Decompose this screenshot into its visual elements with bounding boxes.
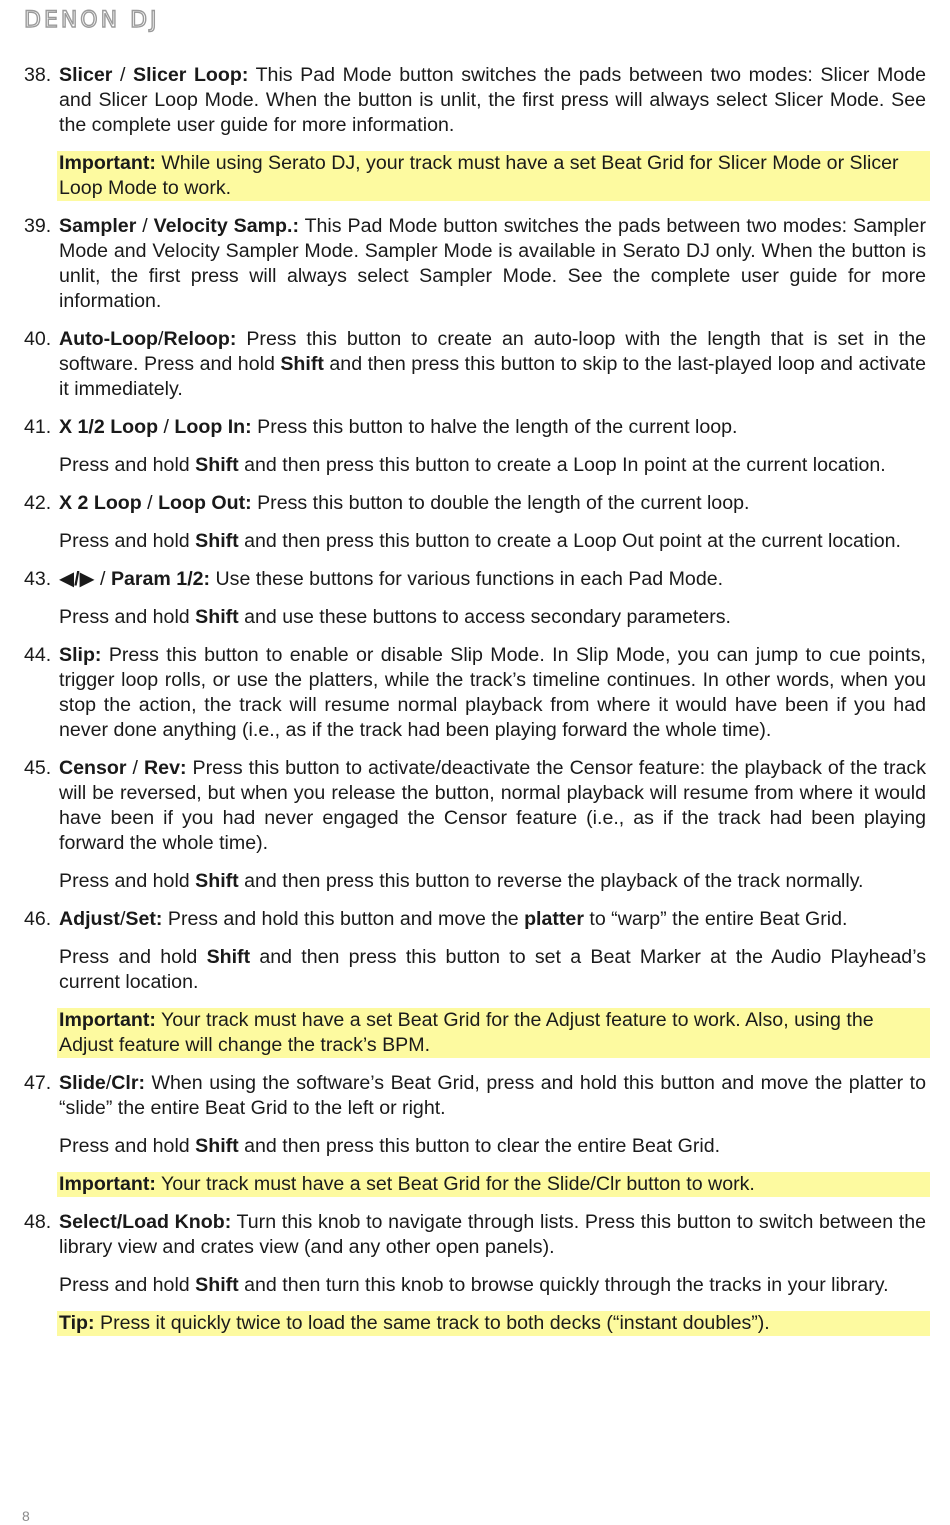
item-body xyxy=(59,1071,926,1197)
item-number: 41. xyxy=(24,416,52,438)
manual-content xyxy=(24,63,926,1349)
text-run: Press it quickly twice to load the same track to both decks (“instant doubles”). xyxy=(94,1312,770,1334)
paragraph xyxy=(59,605,926,630)
bold-term: X 2 Loop xyxy=(59,492,142,514)
item-body xyxy=(59,1210,926,1336)
text-run: / xyxy=(158,328,164,350)
bold-term: Important: xyxy=(59,152,156,174)
page-number: 8 xyxy=(22,1508,30,1524)
paragraph xyxy=(59,453,926,478)
paragraph xyxy=(59,214,926,314)
bold-term: Slip: xyxy=(59,644,102,666)
item-body xyxy=(59,491,926,554)
paragraph xyxy=(59,1210,926,1260)
item-body xyxy=(59,214,926,314)
list-item xyxy=(24,327,926,402)
text-run: and use these buttons to access secondary parameters. xyxy=(238,606,731,628)
list-item xyxy=(24,1210,926,1336)
highlighted-note xyxy=(57,1008,930,1058)
bold-term: Shift xyxy=(195,530,239,552)
bold-term: Sampler xyxy=(59,215,137,237)
bold-term: Shift xyxy=(195,1135,239,1157)
bold-term: Shift xyxy=(206,946,251,968)
text-run: and then press this button to create a Loop In point at the current location. xyxy=(238,454,886,476)
list-item xyxy=(24,214,926,314)
text-run: Your track must have a set Beat Grid for the Slide/Clr button to work. xyxy=(155,1173,755,1195)
item-body xyxy=(59,756,926,894)
bold-term: Tip: xyxy=(59,1312,95,1334)
text-run: Press and hold this button and move the xyxy=(162,908,525,930)
bold-term: Shift xyxy=(280,353,324,375)
bold-term: platter xyxy=(524,908,584,930)
bold-term: Param 1/2: xyxy=(110,568,211,590)
denon-dj-logo: DENON DJ xyxy=(24,8,160,33)
text-run: / xyxy=(141,492,159,514)
text-run: Press and hold xyxy=(59,1135,196,1157)
item-body xyxy=(59,63,926,201)
text-run: Press and hold xyxy=(59,946,207,968)
item-number: 48. xyxy=(24,1211,52,1233)
text-run: Your track must have a set Beat Grid for the Adjust feature to work. Also, using the Adjust feature will change the track’s BPM. xyxy=(59,1009,874,1056)
paragraph xyxy=(59,1273,926,1298)
text-run: / xyxy=(94,568,111,590)
text-run: and then press this button to set a Beat Marker at the Audio Playhead’s current location. xyxy=(59,946,926,993)
paragraph xyxy=(59,327,926,402)
text-run: Use these buttons for various functions in each Pad Mode. xyxy=(210,568,724,590)
paragraph xyxy=(59,907,926,932)
paragraph xyxy=(59,643,926,743)
bold-term: Reloop: xyxy=(163,328,237,350)
bold-term: Set: xyxy=(125,908,163,930)
text-run: / xyxy=(126,757,145,779)
item-number: 39. xyxy=(24,215,52,237)
bold-term: X 1/2 Loop xyxy=(59,416,159,438)
paragraph xyxy=(59,1134,926,1159)
text-run: and then press this button to create a Loop Out point at the current location. xyxy=(238,530,901,552)
item-number: 43. xyxy=(24,568,52,590)
text-run: Press this button to double the length of the current loop. xyxy=(251,492,750,514)
text-run: to “warp” the entire Beat Grid. xyxy=(583,908,848,930)
list-item xyxy=(24,643,926,743)
highlighted-note xyxy=(57,151,930,201)
paragraph xyxy=(59,1071,926,1121)
item-body xyxy=(59,643,926,743)
item-number: 47. xyxy=(24,1072,52,1094)
item-number: 44. xyxy=(24,644,52,666)
text-run: While using Serato DJ, your track must have a set Beat Grid for Slicer Mode or Slicer Loop Mode to work. xyxy=(59,152,899,199)
text-run: / xyxy=(112,64,133,86)
text-run: / xyxy=(105,1072,112,1094)
text-run: When using the software’s Beat Grid, press and hold this button and move the platter to “slide” the entire Beat Grid to the left or right. xyxy=(59,1072,926,1119)
paragraph xyxy=(59,63,926,138)
text-run: Press and hold xyxy=(59,454,196,476)
list-item xyxy=(24,907,926,1058)
item-number: 42. xyxy=(24,492,52,514)
bold-term: Shift xyxy=(195,606,239,628)
text-run: and then press this button to reverse the playback of the track normally. xyxy=(238,870,864,892)
text-run: and then press this button to skip to the last-played loop and activate it immediately. xyxy=(59,353,926,400)
bold-term: ◀/▶ xyxy=(59,568,95,590)
text-run: and then turn this knob to browse quickly through the tracks in your library. xyxy=(238,1274,889,1296)
bold-term: Slicer Loop: xyxy=(133,64,249,86)
list-item xyxy=(24,1071,926,1197)
text-run: Press this button to create an auto-loop with the length that is set in the software. Press and hold xyxy=(59,328,926,375)
text-run: Turn this knob to navigate through lists. Press this button to switch between the library view and crates view (and any other open panels). xyxy=(59,1211,926,1258)
paragraph xyxy=(59,869,926,894)
item-number: 46. xyxy=(24,908,52,930)
bold-term: Adjust xyxy=(59,908,120,930)
paragraph xyxy=(59,491,926,516)
highlighted-note xyxy=(57,1311,930,1336)
text-run: / xyxy=(158,416,175,438)
bold-term: Important: xyxy=(59,1009,156,1031)
bold-term: Shift xyxy=(195,454,239,476)
item-number: 38. xyxy=(24,64,52,86)
item-body xyxy=(59,327,926,402)
text-run: Press and hold xyxy=(59,606,196,628)
text-run: / xyxy=(119,908,126,930)
paragraph xyxy=(59,756,926,856)
bold-term: Shift xyxy=(195,870,239,892)
text-run: Press and hold xyxy=(59,870,196,892)
list-item xyxy=(24,63,926,201)
list-item xyxy=(24,491,926,554)
item-number: 40. xyxy=(24,328,52,350)
bold-term: Clr: xyxy=(111,1072,146,1094)
text-run: Press this button to activate/deactivate the Censor feature: the playback of the track will be reversed, but when you release the button, normal playback will resume from where it would have been if you had never engaged the Censor feature (i.e., as if the track had been playing forward the whole time). xyxy=(59,757,926,854)
text-run: / xyxy=(136,215,154,237)
bold-term: Censor xyxy=(59,757,127,779)
bold-term: Select/Load Knob: xyxy=(59,1211,232,1233)
paragraph xyxy=(59,529,926,554)
highlighted-note xyxy=(57,1172,930,1197)
paragraph xyxy=(59,415,926,440)
bold-term: Auto-Loop xyxy=(59,328,159,350)
list-item xyxy=(24,567,926,630)
bold-term: Loop Out: xyxy=(158,492,252,514)
text-run: Press this button to enable or disable Slip Mode. In Slip Mode, you can jump to cue points, trigger loop rolls, or use the platters, while the track’s timeline continues. In other words, when you stop the action, the track will resume normal playback from where it would have been if you had never done anything (i.e., as if the track had been playing forward the whole time). xyxy=(59,644,926,741)
text-run: Press and hold xyxy=(59,530,196,552)
bold-term: Slicer xyxy=(59,64,113,86)
item-body xyxy=(59,415,926,478)
list-item xyxy=(24,415,926,478)
bold-term: Slide xyxy=(59,1072,106,1094)
item-number: 45. xyxy=(24,757,52,779)
paragraph xyxy=(59,945,926,995)
item-body xyxy=(59,907,926,1058)
text-run: Press and hold xyxy=(59,1274,196,1296)
bold-term: Rev: xyxy=(144,757,187,779)
text-run: This Pad Mode button switches the pads between two modes: Sampler Mode and Velocity Sampler Mode. Sampler Mode is available in Serato DJ only. When the button is unlit, the first press will always select Sampler Mode. See the complete user guide for more information. xyxy=(59,215,926,312)
item-body xyxy=(59,567,926,630)
bold-term: Shift xyxy=(195,1274,239,1296)
bold-term: Loop In: xyxy=(174,416,252,438)
list-item xyxy=(24,756,926,894)
text-run: Press this button to halve the length of the current loop. xyxy=(251,416,738,438)
paragraph xyxy=(59,567,926,592)
bold-term: Velocity Samp.: xyxy=(153,215,299,237)
text-run: This Pad Mode button switches the pads between two modes: Slicer Mode and Slicer Loop Mode. When the button is unlit, the first press will always select Slicer Mode. See the complete user guide for more information. xyxy=(59,64,926,136)
bold-term: Important: xyxy=(59,1173,156,1195)
text-run: and then press this button to clear the entire Beat Grid. xyxy=(238,1135,721,1157)
